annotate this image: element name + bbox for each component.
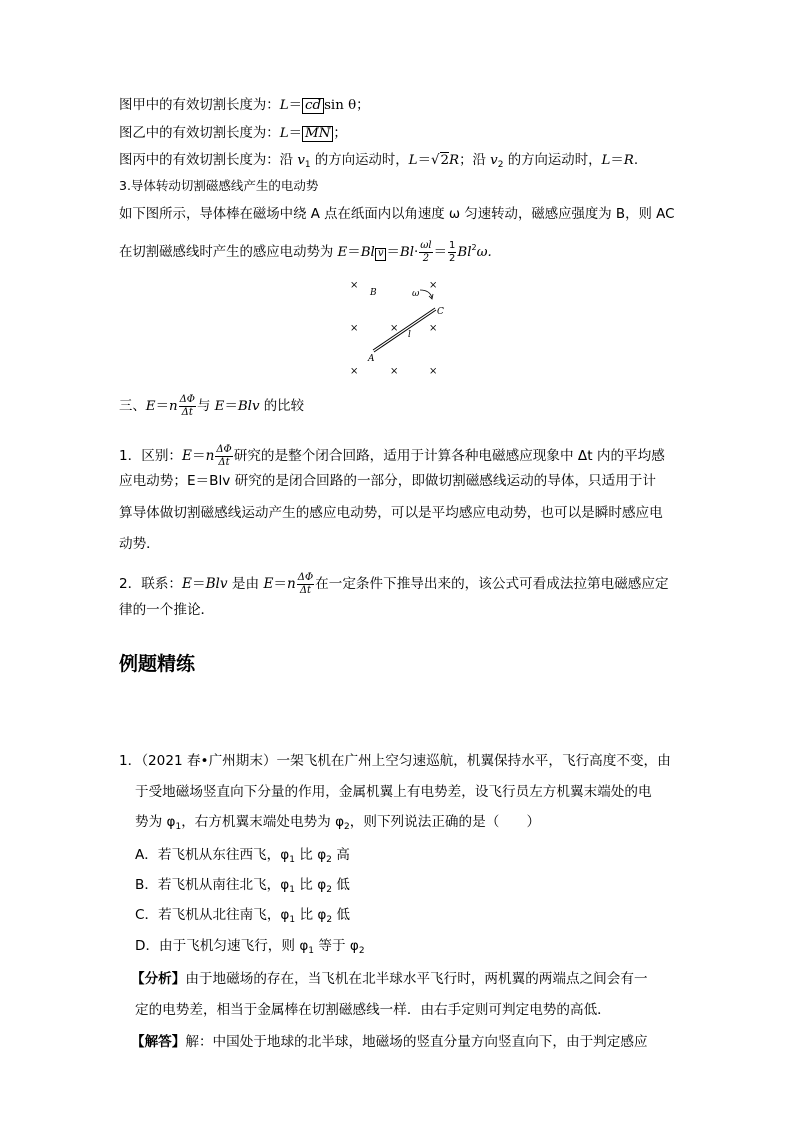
cross-mark: × xyxy=(350,280,359,291)
text: 比 φ xyxy=(294,847,327,863)
equals: ＝ xyxy=(347,245,361,260)
answer-line-1 xyxy=(131,1030,648,1050)
symbol-E: E xyxy=(337,245,348,260)
equals: ＝ xyxy=(224,399,238,414)
fraction-dphi-dt xyxy=(297,572,314,596)
subscript: 2 xyxy=(326,855,332,865)
boxed-v-bar: v̄ xyxy=(375,248,387,261)
label-l: l xyxy=(408,330,411,340)
cross-mark: × xyxy=(429,366,438,377)
equals: ＝ xyxy=(288,126,302,141)
numerator: 1 xyxy=(449,240,456,251)
symbol-L: L xyxy=(279,98,289,113)
cross-mark: × xyxy=(350,366,359,377)
text: 低 xyxy=(332,907,351,923)
equals: ＝ xyxy=(433,245,447,260)
option-a[interactable] xyxy=(135,843,350,865)
label-B: B xyxy=(370,288,377,298)
subscript: 2 xyxy=(344,822,350,832)
fraction-dphi-dt xyxy=(215,444,232,468)
equals: ＝ xyxy=(417,153,431,168)
subscript: 1 xyxy=(289,855,295,865)
numerator: ΔΦ xyxy=(179,394,195,405)
equals: ＝ xyxy=(155,399,169,414)
fraction-dphi-dt xyxy=(179,394,196,418)
fraction-half xyxy=(448,240,456,264)
subscript: 1 xyxy=(175,822,182,832)
denominator: Δt xyxy=(181,406,193,418)
option-c[interactable] xyxy=(135,903,350,925)
section-3-paragraph-1: 如下图所示，导体棒在磁场中绕 A 点在纸面内以角速度 ω 匀速转动，磁感应强度为 B，则 AC xyxy=(119,207,675,222)
compare-item-1-line-2: 应电动势；E＝Blv 研究的是闭合回路的一部分，即做切割磁感线运动的导体，只适用于计 xyxy=(119,473,657,489)
text: ，右方机翼末端处电势为 φ xyxy=(181,814,345,830)
section-3-heading: 3.导体转动切割磁感线产生的电动势 xyxy=(119,178,319,193)
equals: ＝ xyxy=(191,576,206,592)
analysis-tag: 【分析】 xyxy=(131,971,186,987)
boxed-mn: MN xyxy=(302,126,333,142)
equals: ＝ xyxy=(288,98,302,113)
text: 在一定条件下推导出来的，该公式可看成法拉第电磁感应定 xyxy=(315,576,669,592)
label-C: C xyxy=(437,307,444,317)
text: B．若飞机从南往北飞，φ xyxy=(135,877,290,893)
text: . xyxy=(633,153,639,168)
symbol-Blv: Blv xyxy=(205,576,228,592)
sqrt-sign: √ xyxy=(430,153,440,168)
rod xyxy=(373,308,436,352)
text: 的方向运动时， xyxy=(310,153,409,168)
text: 1．区别： xyxy=(119,448,183,464)
equals: ＝ xyxy=(191,448,206,464)
text: 的比较 xyxy=(259,399,304,414)
text: C．若飞机从北往南飞，φ xyxy=(135,907,290,923)
text: 的方向运动时， xyxy=(503,153,602,168)
text: 解：中国处于地球的北半球，地磁场的竖直分量方向竖直向下，由于判定感应 xyxy=(185,1034,648,1050)
text: D．由于飞机匀速飞行，则 φ xyxy=(135,938,309,954)
intro-line-1-prefix: 图甲中的有效切割长度为： xyxy=(119,98,280,113)
intro-line-1 xyxy=(119,98,370,114)
denominator: 2 xyxy=(449,252,456,264)
equals: ＝ xyxy=(273,576,287,592)
subscript: 2 xyxy=(497,160,504,170)
symbol-n: n xyxy=(286,576,296,592)
examples-heading: 例题精练 xyxy=(119,653,196,675)
cross-mark: × xyxy=(390,366,399,377)
dot: · xyxy=(413,245,419,260)
numerator: ΔΦ xyxy=(216,444,232,455)
text: 是由 xyxy=(227,576,264,592)
compare-item-2-line-1 xyxy=(119,572,669,596)
text: 比 φ xyxy=(294,877,327,893)
analysis-line-1 xyxy=(131,967,648,987)
text: 在切割磁感线时产生的感应电动势为 xyxy=(119,245,338,260)
section-3-paragraph-2 xyxy=(119,240,492,264)
symbol-E: E xyxy=(214,399,225,414)
symbol-v: v xyxy=(490,153,498,168)
cross-mark: × xyxy=(429,280,438,291)
text: 与 xyxy=(197,399,215,414)
symbol-n: n xyxy=(205,448,215,464)
subscript: 2 xyxy=(326,885,332,895)
label-A: A xyxy=(368,354,375,364)
symbol-E: E xyxy=(145,399,156,414)
text: 三、 xyxy=(119,399,146,414)
symbol-L: L xyxy=(408,153,418,168)
symbol-L: L xyxy=(279,126,289,141)
fraction-omega-l-over-2 xyxy=(419,240,432,264)
answer-tag: 【解答】 xyxy=(131,1034,186,1050)
question-1-line-2: 于受地磁场竖直向下分量的作用，金属机翼上有电势差，设飞行员左方机翼末端处的电 xyxy=(135,784,652,800)
symbol-Blv: Blv xyxy=(237,399,260,414)
compare-item-2-line-2: 律的一个推论． xyxy=(119,602,215,618)
symbol-L: L xyxy=(601,153,611,168)
intro-line-3 xyxy=(119,154,638,170)
sqrt-radicand: 2 xyxy=(440,153,450,168)
subscript: 2 xyxy=(326,915,333,925)
label-omega: ω xyxy=(412,289,420,299)
denominator: Δt xyxy=(218,456,230,468)
text: 研究的是整个闭合回路，适用于计算各种电磁感应现象中 Δt 内的平均感 xyxy=(233,448,665,464)
text: 由于地磁场的存在，当飞机在北半球水平飞行时，两机翼的两端点之间会有一 xyxy=(185,971,648,987)
subscript: 1 xyxy=(308,946,315,956)
question-1-line-1: 1．（2021 春•广州期末）一架飞机在广州上空匀速巡航，机翼保持水平，飞行高度不变，由 xyxy=(119,753,671,769)
text: ；沿 xyxy=(459,153,491,168)
question-1-line-3 xyxy=(135,810,540,832)
compare-item-1-line-3: 算导体做切割磁感线运动产生的感应电动势，可以是平均感应电动势，也可以是瞬时感应电 xyxy=(119,505,663,521)
intro-line-2-prefix: 图乙中的有效切割长度为： xyxy=(119,126,280,141)
rotating-rod-figure xyxy=(340,276,460,380)
text: 势为 φ xyxy=(135,814,176,830)
denominator: 2 xyxy=(422,252,430,264)
compare-heading xyxy=(119,394,304,418)
text: 2．联系： xyxy=(119,576,183,592)
intro-line-2-suffix: ； xyxy=(333,126,347,141)
option-b[interactable] xyxy=(135,873,350,895)
compare-item-1-line-4: 动势． xyxy=(119,536,160,552)
symbol-n: n xyxy=(168,399,178,414)
symbol-R: R xyxy=(623,153,634,168)
superscript: 2 xyxy=(471,243,477,252)
equals: ＝ xyxy=(386,245,400,260)
denominator: Δt xyxy=(299,584,312,596)
subscript: 2 xyxy=(358,946,365,956)
text: 比 φ xyxy=(295,907,327,923)
text: 高 xyxy=(331,847,350,863)
symbol-Bl: Bl xyxy=(457,245,472,260)
symbol-omega: ω. xyxy=(476,245,492,260)
symbol-R: R xyxy=(449,153,460,168)
cross-mark: × xyxy=(429,323,438,334)
sqrt-2 xyxy=(431,152,449,168)
text: 低 xyxy=(331,877,350,893)
text: ，则下列说法正确的是（ ） xyxy=(349,814,541,830)
option-d[interactable] xyxy=(135,934,365,956)
text: A．若飞机从东往西飞，φ xyxy=(135,847,290,863)
analysis-line-2: 定的电势差，相当于金属棒在切割磁感线一样．由右手定则可判定电势的高低． xyxy=(135,1002,611,1018)
intro-line-1-suffix: sin θ； xyxy=(324,98,370,113)
subscript: 1 xyxy=(289,915,296,925)
text: 图丙中的有效切割长度为：沿 xyxy=(119,153,298,168)
symbol-Bl: Bl xyxy=(360,245,375,260)
symbol-v: v xyxy=(297,153,305,168)
numerator: ΔΦ xyxy=(297,572,314,583)
symbol-E: E xyxy=(182,448,192,464)
cross-mark: × xyxy=(390,323,399,334)
compare-item-1-line-1 xyxy=(119,444,665,468)
subscript: 1 xyxy=(304,160,311,170)
symbol-E: E xyxy=(263,576,274,592)
boxed-cd: cd xyxy=(302,98,324,114)
equals: ＝ xyxy=(610,153,624,168)
subscript: 1 xyxy=(289,885,295,895)
intro-line-2 xyxy=(119,126,347,142)
symbol-E: E xyxy=(182,576,192,592)
cross-mark: × xyxy=(350,323,359,334)
text: 等于 φ xyxy=(314,938,359,954)
numerator: ωl xyxy=(420,240,432,251)
symbol-Bl: Bl xyxy=(399,245,414,260)
